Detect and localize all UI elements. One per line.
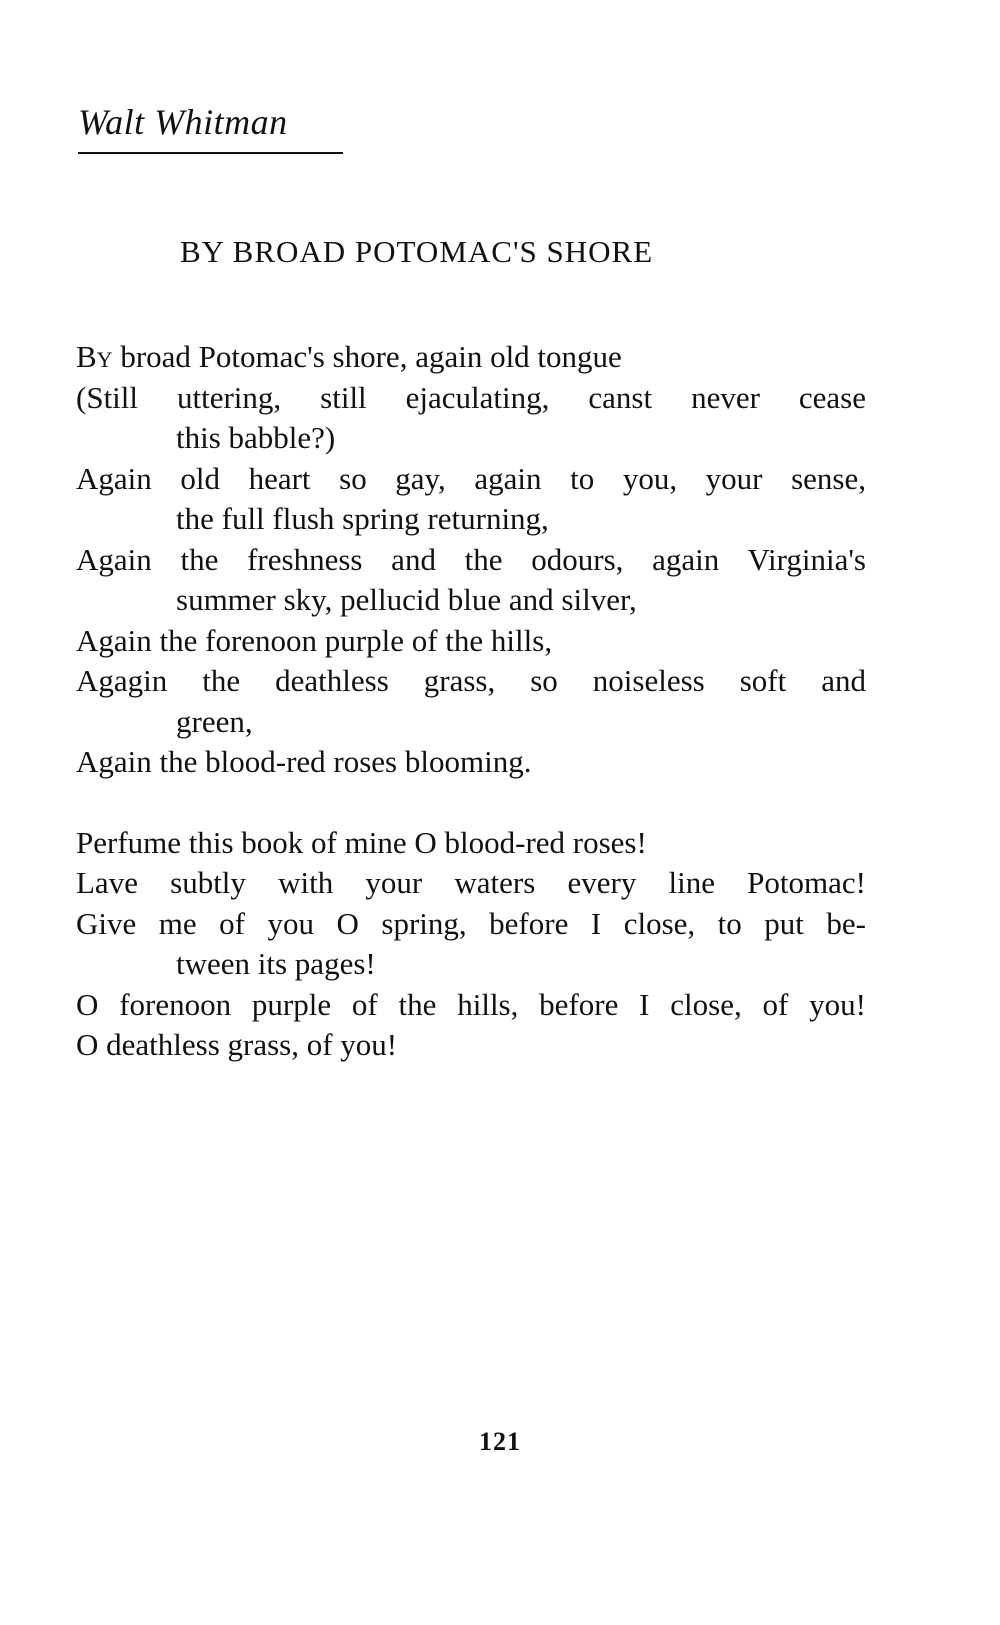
poem-line: Again the forenoon purple of the hills, <box>76 622 553 658</box>
page-number: 121 <box>479 1427 521 1456</box>
poem-line: (Still uttering, still ejaculating, canst never cease <box>76 379 866 415</box>
poem-line: Give me of you O spring, before I close, to put be- <box>76 905 866 941</box>
poem-line-turnover: tween its pages! <box>176 946 376 981</box>
poem-line-text: broad Potomac's shore, again old tongue <box>112 339 622 374</box>
running-head-author: Walt Whitman <box>78 102 288 142</box>
poem-line <box>76 337 866 378</box>
poem-body <box>76 337 866 1066</box>
poem-line: O deathless grass, of you! <box>76 1027 398 1062</box>
poem-line-turnover: this babble?) <box>176 420 336 455</box>
poem-line: Again the freshness and the odours, again Virginia's <box>76 541 866 577</box>
poem-line-turnover: the full flush spring returning, <box>176 501 549 536</box>
running-head-rule <box>78 152 343 154</box>
poem-line: Agagin the deathless grass, so noiseless soft and <box>76 663 866 698</box>
poem-line: Again old heart so gay, again to you, your sense, <box>76 460 866 496</box>
poem-line-turnover: green, <box>176 703 253 739</box>
poem-title: BY BROAD POTOMAC'S SHORE <box>180 234 654 269</box>
poem-line-turnover: summer sky, pellucid blue and silver, <box>176 582 637 617</box>
stanza-break <box>76 783 866 823</box>
poem-line: Perfume this book of mine O blood-red roses! <box>76 824 647 860</box>
poem-line: Again the blood-red roses blooming. <box>76 744 532 779</box>
stanza-1 <box>76 337 866 783</box>
poem-line: Lave subtly with your waters every line Potomac! <box>76 865 866 900</box>
drop-word: By <box>76 339 113 374</box>
stanza-2 <box>76 823 866 1066</box>
poem-line: O forenoon purple of the hills, before I close, of you! <box>76 986 866 1022</box>
